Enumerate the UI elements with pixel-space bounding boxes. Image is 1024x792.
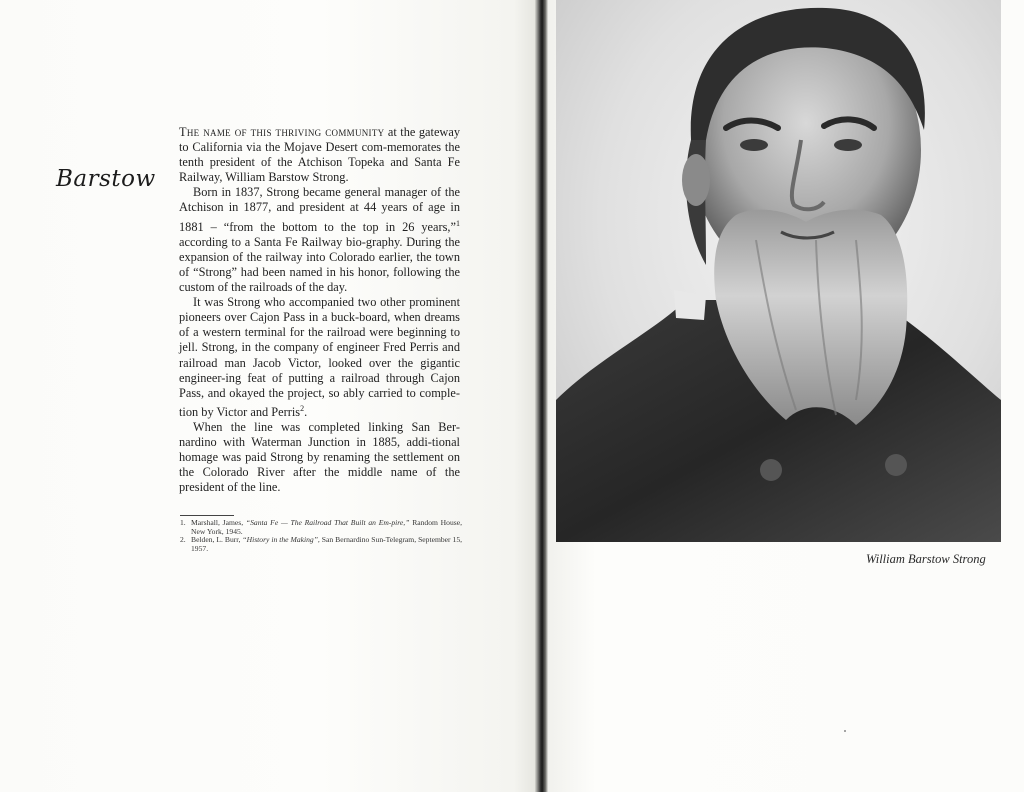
paragraph-3 [179, 295, 460, 420]
lead-in-smallcaps: The name of this thriving community [179, 125, 385, 139]
footnote-publisher: San Bernardino Sun-Telegram, September 15, 1957. [191, 535, 463, 553]
paragraph-3-text-a: It was Strong who accompanied two other prominent pioneers over Cajon Pass in a buck-board, when dreams of a western terminal for the railroad were beginning to jell. Strong, in the company of engineer Fred Perris and railroad man Jacob Victor, looked over the gigantic engineer-ing feat of putting a railroad through Cajon Pass, and okayed the project, so ably carried to comple-tion by Victor and Perris [179, 295, 460, 419]
paragraph-4 [179, 420, 460, 495]
footnote-1 [180, 519, 462, 536]
footnote-rule [180, 515, 234, 516]
footnote-publisher: Random House, New York, 1945. [191, 518, 462, 536]
paragraph-4-text: When the line was completed linking San Ber-nardino with Waterman Junction in 1885, addi-tional homage was paid Strong by renaming the settlement on the Colorado River after the middle name of the president of the line. [179, 420, 460, 495]
footnote-2 [180, 536, 462, 553]
paragraph-2-text-b: according to a Santa Fe Railway bio-graphy. During the expansion of the railway into Colorado earlier, the town of “Strong” had been named in his honor, following the custom of the railroads of the day. [179, 234, 460, 295]
footnote-title: “History in the Making”, [242, 535, 320, 545]
paragraph-2-text-a: Born in 1837, Strong became general manager of the Atchison in 1877, and president at 44 years of age in 1881 – “from the bottom to the top in 26 years,” [179, 185, 460, 234]
footnote-body [191, 536, 462, 553]
footnote-author: Belden, L. Burr, [191, 535, 243, 545]
paragraph-1-text: at the gateway to California via the Mojave Desert com-memorates the tenth president of the Atchison Topeka and Santa Fe Railway, William Barstow Strong. [179, 125, 460, 185]
paragraph-1 [179, 125, 460, 185]
page-heading: Barstow [56, 166, 156, 192]
footnote-number: 2. [180, 535, 186, 545]
footnote-ref-1: 1 [456, 218, 460, 228]
paragraph-3-text-b: . [304, 404, 308, 419]
footnote-title: “Santa Fe — The Railroad That Built an Em-pire,” [245, 518, 410, 527]
portrait-illustration [556, 0, 1001, 542]
paragraph-2 [179, 185, 460, 295]
photo-caption: William Barstow Strong [866, 552, 986, 566]
portrait-photo [556, 0, 1001, 542]
article-body [179, 125, 460, 495]
footnote-number: 1. [180, 518, 186, 527]
footnote-ref-2: 2 [300, 403, 305, 413]
footnotes [180, 519, 462, 553]
paper-speck [844, 730, 846, 732]
book-gutter [535, 0, 548, 792]
footnote-body [191, 519, 462, 536]
footnote-author: Marshall, James, [191, 518, 246, 527]
